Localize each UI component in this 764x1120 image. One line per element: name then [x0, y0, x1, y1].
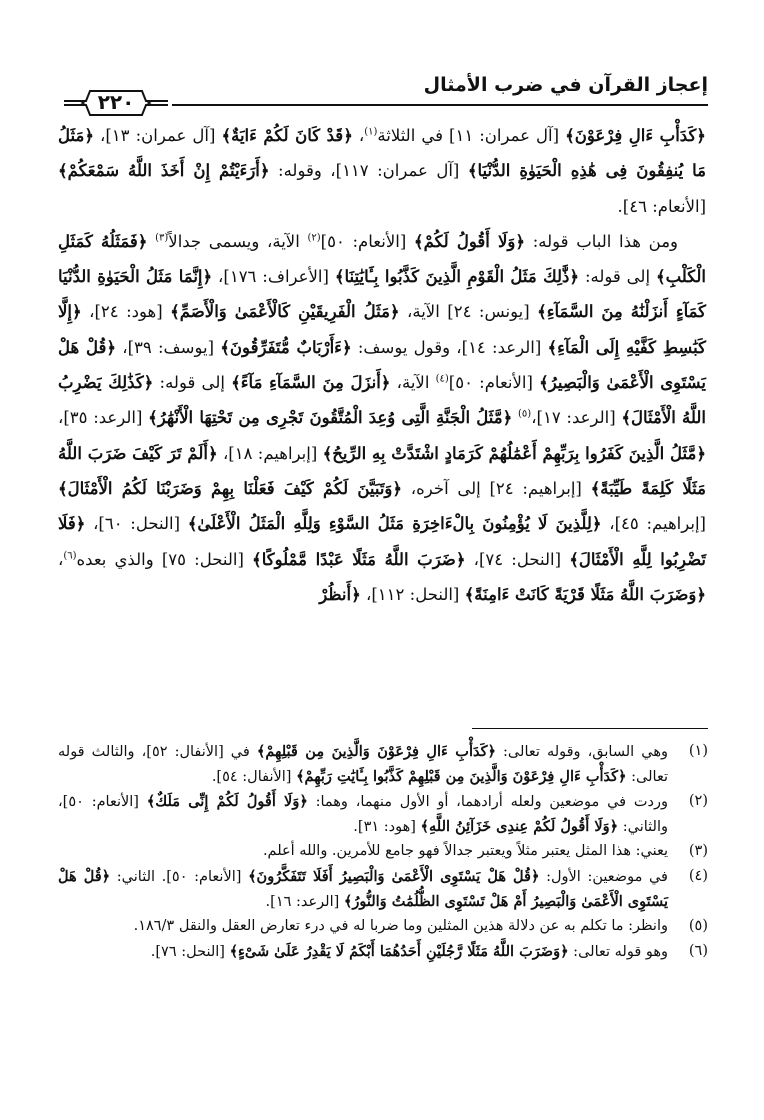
quran-quote: ﴿كَدَأْبِ ءَالِ فِرْعَوْنَ وَالَّذِينَ مِن قَبْلِهِمْ﴾: [256, 743, 496, 760]
quran-quote: ﴿كَذَٰلِكَ يَضْرِبُ اللَّهُ الْأَمْثَالَ﴾: [58, 373, 706, 428]
text-run: وردت في موضعين ولعله أرادهما، أو الأول منهما، وهما:: [307, 794, 668, 811]
text-run: [هود: ٢٤]،: [81, 302, 171, 322]
text-run: [آل عمران: ١١] في الثلاثة: [377, 126, 566, 145]
page-number: ٢٢٠: [97, 90, 135, 114]
footnote-ref: (٥): [518, 408, 532, 420]
footnote-text: [58, 794, 668, 835]
text-run: [الرعد: ٣٥]،: [58, 408, 149, 428]
footnote: [58, 740, 708, 789]
quran-quote: ﴿كَدَأْبِ ءَالِ فِرْعَوْنَ وَالَّذِينَ مِن قَبْلِهِمْ كَذَّبُوا بِـَٔايَٰتِ رَبِّهِمْ﴾: [296, 767, 627, 785]
text-run: [الأنعام: ٥٠]: [320, 231, 414, 251]
text-run: ،: [352, 126, 365, 145]
quran-quote: ﴿قُلْ هَلْ يَسْتَوِى الْأَعْمَىٰ وَالْبَصِيرُ أَفَلَا تَتَفَكَّرُونَ﴾: [248, 867, 540, 885]
footnotes: [58, 740, 708, 965]
quran-quote: ﴿قَدْ كَانَ لَكُمْ ءَايَةٌ﴾: [221, 126, 353, 145]
quran-quote: ﴿وَتَبَيَّنَ لَكُمْ كَيْفَ فَعَلْنَا بِهِمْ وَضَرَبْنَا لَكُمُ الْأَمْثَالَ﴾: [58, 478, 403, 498]
text-run: [هود: ٣١].: [353, 818, 421, 835]
footnote-number: (١): [688, 743, 708, 759]
text-run: [الأنعام: ٥٠]: [448, 373, 540, 393]
footnote-text: [151, 944, 668, 960]
text-run: [يونس: ٢٤] الآية،: [399, 302, 538, 322]
quran-quote: ﴿ذَّٰلِكَ مَثَلُ الْقَوْمِ الَّذِينَ كَذَّبُوا بِـَٔايَٰتِنَا﴾: [334, 267, 580, 287]
text-run: وانظر: ما تكلم به عن دلالة هذين المثلين وما ضربا له في درء تعارض العقل والنقل ١٨٦/٣.: [133, 918, 668, 935]
footnote-text: [263, 843, 668, 859]
text-run: [آل عمران: ١٣]،: [93, 126, 222, 145]
text-run: [النحل: ٧٦].: [150, 943, 230, 960]
quran-quote: ﴿أَنظُرْ: [319, 584, 361, 604]
text-run: ومن هذا الباب قوله:: [525, 231, 679, 251]
quran-quote: ﴿وَضَرَبَ اللَّهُ مَثَلًا رَّجُلَيْنِ أَحَدُهُمَا أَبْكَمُ لَا يَقْدِرُ عَلَىٰ شَىْءٍ﴾: [229, 942, 569, 960]
text-run: وهي السابق، وقوله تعالى:: [496, 744, 668, 760]
text-run: [إبراهيم: ٢٤] إلى آخره،: [402, 478, 591, 498]
quran-quote: ﴿لِلَّذِينَ لَا يُؤْمِنُونَ بِالْءَاخِرَةِ مَثَلُ السَّوْءِ وَلِلَّهِ الْمَثَلُ الْأَعْلَىٰ﴾: [187, 514, 602, 534]
running-title: إعجاز القرآن في ضرب الأمثال: [423, 74, 708, 96]
footnote-number: (٦): [688, 942, 708, 959]
footnote: [58, 790, 708, 839]
footnote-ref: (٤): [435, 373, 449, 385]
text-run: [الرعد: ١٤]، وقول يوسف:: [351, 337, 548, 357]
text-run: الآية، ويسمى جدالاً: [168, 231, 308, 251]
text-run: [إبراهيم: ١٨]،: [217, 443, 323, 463]
text-run: [الرعد: ١٦].: [265, 893, 344, 910]
text-run: يعني: هذا المثل يعتبر مثلاً ويعتبر جدالاً فهو جامع للأمرين. والله أعلم.: [262, 843, 668, 860]
text-run: إلى قوله:: [153, 373, 232, 393]
footnote-text: [134, 918, 668, 934]
footnote-separator: [472, 728, 708, 729]
text-run: [النحل: ٧٥] والذي بعده: [76, 549, 253, 569]
text-run: [يوسف: ٣٩]،: [116, 337, 221, 357]
quran-quote: ﴿فَلَا تَضْرِبُوا لِلَّهِ الْأَمْثَالَ﴾: [58, 514, 707, 569]
quran-quote: ﴿ءَأَرْبَابٌ مُّتَفَرِّقُونَ﴾: [220, 337, 352, 357]
footnote-number: (٣): [688, 843, 708, 860]
footnote-text: [58, 869, 668, 910]
text-run: وهو قوله تعالى:: [568, 943, 668, 960]
quran-quote: ﴿مَثَلُ مَا يُنفِقُونَ فِى هَٰذِهِ الْحَيَوٰةِ الدُّنْيَا﴾: [58, 126, 706, 181]
footnote-text: [58, 744, 668, 785]
text-run: [إبراهيم: ٤٥]،: [601, 514, 706, 534]
footnote-number: (٢): [688, 793, 708, 810]
text-run: [الأنعام: ٤٦].: [617, 196, 706, 216]
quran-quote: ﴿مَثَلُ الْفَرِيقَيْنِ كَالْأَعْمَىٰ وَالْأَصَمِّ﴾: [170, 302, 400, 322]
footnote: [58, 940, 708, 965]
text-run: [الأنعام: ٥٠]، والثاني:: [58, 794, 668, 835]
footnote-ref: (٣): [155, 232, 169, 244]
text-run: في [الأنفال: ٥٢]، والثالث قوله تعالى:: [58, 744, 668, 785]
quran-quote: ﴿وَلَا أَقُولُ لَكُمْ إِنِّى مَلَكٌ﴾: [146, 793, 308, 811]
quran-quote: ﴿إِلَّا كَبَٰسِطِ كَفَّيْهِ إِلَى الْمَآءِ﴾: [58, 302, 706, 357]
quran-quote: ﴿أَرَءَيْتُمْ إِنْ أَخَذَ اللَّهُ سَمْعَكُمْ﴾: [58, 161, 270, 181]
text-run: [النحل: ٦٠]،: [85, 514, 188, 534]
paragraph-1: [58, 118, 706, 224]
quran-quote: ﴿وَلَا أَقُولُ لَكُمْ عِندِى خَزَآئِنُ اللَّهِ﴾: [420, 817, 619, 835]
quran-quote: ﴿أَلَمْ تَرَ كَيْفَ ضَرَبَ اللَّهُ مَثَلًا كَلِمَةً طَيِّبَةً﴾: [58, 443, 706, 498]
quran-quote: ﴿مَّثَلُ الْجَنَّةِ الَّتِى وُعِدَ الْمُتَّقُونَ تَجْرِى مِن تَحْتِهَا الْأَنْهَٰرُ﴾: [148, 408, 513, 428]
quran-quote: ﴿قُلْ هَلْ يَسْتَوِى الْأَعْمَىٰ وَالْبَصِيرُ﴾: [58, 337, 706, 393]
text-run: [النحل: ١١٢]،: [360, 584, 465, 604]
footnote-ref: (٦): [63, 550, 77, 562]
quran-quote: ﴿وَضَرَبَ اللَّهُ مَثَلًا قَرْيَةً كَانَتْ ءَامِنَةً﴾: [464, 584, 706, 604]
text-run: [آل عمران: ١١٧]، وقوله:: [269, 161, 468, 181]
text-run: [147, 232, 155, 251]
page-header: [60, 74, 708, 114]
text-run: ،: [58, 549, 64, 569]
text-run: [الرعد: ١٧]،: [531, 408, 622, 428]
text-run: [الأنفال: ٥٤].: [211, 768, 297, 785]
paragraph-2: [58, 224, 706, 612]
footnote-number: (٥): [688, 918, 708, 935]
quran-quote: ﴿إِنَّمَا مَثَلُ الْحَيَوٰةِ الدُّنْيَا كَمَآءٍ أَنزَلْنَٰهُ مِنَ السَّمَآءِ﴾: [58, 267, 707, 322]
main-text: [58, 118, 706, 612]
footnote: [58, 865, 708, 914]
text-run: الآية،: [390, 373, 436, 393]
quran-quote: ﴿قُلْ هَلْ يَسْتَوِى الْأَعْمَىٰ وَالْبَصِيرُ أَمْ هَلْ تَسْتَوِى الظُّلُمَٰتُ وَالنُّورُ﴾: [58, 867, 668, 910]
text-run: في موضعين: الأول:: [539, 868, 668, 885]
footnote: [58, 915, 708, 939]
text-run: [النحل: ٧٤]،: [465, 549, 570, 569]
quran-quote: ﴿أَنزَلَ مِنَ السَّمَآءِ مَآءً﴾: [231, 373, 391, 393]
quran-quote: ﴿وَلَا أَقُولُ لَكُمْ﴾: [413, 231, 526, 251]
footnote: [58, 840, 708, 864]
quran-quote: ﴿مَّثَلُ الَّذِينَ كَفَرُوا بِرَبِّهِمْ أَعْمَٰلُهُمْ كَرَمَادٍ اشْتَدَّتْ بِهِ الرِّيحُ﴾: [322, 443, 707, 463]
footnote-ref: (١): [364, 126, 378, 138]
text-run: [الأعراف: ١٧٦]،: [212, 267, 335, 287]
text-run: [الأنعام: ٥٠]. الثاني:: [110, 868, 249, 885]
page-number-ornament: [60, 86, 172, 120]
quran-quote: ﴿ضَرَبَ اللَّهُ مَثَلًا عَبْدًا مَّمْلُوكًا﴾: [252, 549, 466, 569]
quran-quote: ﴿كَدَأْبِ ءَالِ فِرْعَوْنَ﴾: [565, 126, 706, 145]
footnote-number: (٤): [688, 867, 708, 884]
text-run: إلى قوله:: [579, 267, 656, 287]
quran-quote: ﴿فَمَثَلُهُ كَمَثَلِ الْكَلْبِ﴾: [58, 231, 706, 287]
footnote-ref: (٢): [307, 232, 321, 244]
